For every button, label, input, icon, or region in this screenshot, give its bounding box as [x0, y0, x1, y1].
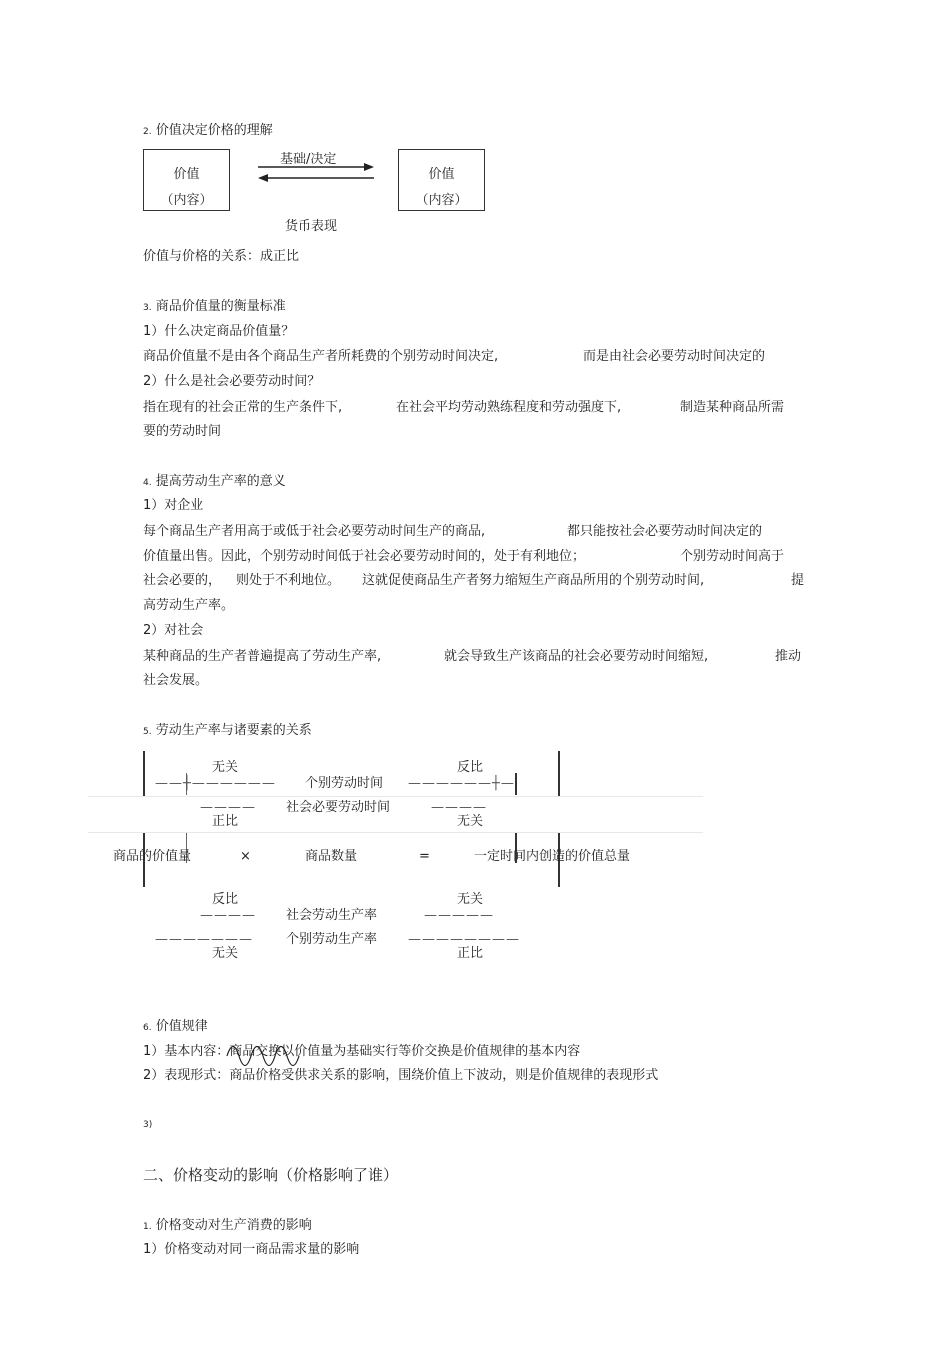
row2-center: 社会必要劳动时间 — [286, 800, 391, 815]
label-mid-left: 正比 — [212, 814, 239, 829]
label-lower-left: 反比 — [212, 892, 239, 907]
section4-sub1 — [143, 499, 203, 512]
row4-right-dash: ———————— — [408, 932, 520, 947]
part2-s1-1 — [143, 1243, 359, 1256]
row4-center: 个别劳动生产率 — [286, 932, 378, 947]
below-label: 货币表现 — [285, 219, 338, 234]
section6-item1 — [143, 1045, 580, 1058]
section3-q1-number: 1） — [143, 324, 165, 339]
section3-a1-part2: 而是由社会必要劳动时间决定的 — [583, 349, 766, 364]
section4-p1-l2a: 价值量出售。因此，个别劳动时间低于社会必要劳动时间的，处于有利地位； — [143, 549, 586, 564]
section2-heading — [143, 124, 273, 137]
section4-number: 4. — [143, 478, 152, 488]
equation-value-amount: 商品的价值量 — [113, 849, 192, 864]
value-box-right — [398, 149, 485, 211]
section3-a2-part3: 制造某种商品所需 — [680, 400, 785, 415]
diagram-separator-2 — [88, 832, 703, 833]
arrow-label: 基础/决定 — [280, 152, 337, 167]
section6-item1-text: 基本内容：商品交换以价值量为基础实行等价交换是价值规律的基本内容 — [164, 1044, 581, 1059]
diagram-bar-right-top — [558, 751, 560, 796]
row1-center: 个别劳动时间 — [305, 776, 384, 791]
section6-item2-text: 表现形式：商品价格受供求关系的影响，围绕价值上下波动，则是价值规律的表现形式 — [164, 1068, 659, 1083]
section4-sub1-number: 1） — [143, 498, 165, 513]
value-box-right-line2: （内容） — [415, 193, 468, 208]
section6-item2 — [143, 1069, 658, 1082]
label-bottom-right: 正比 — [457, 946, 484, 961]
section6-heading — [143, 1020, 208, 1033]
section4-p1-l1b: 都只能按社会必要劳动时间决定的 — [567, 524, 763, 539]
section5-heading — [143, 724, 312, 737]
section3-a2-part2: 在社会平均劳动熟练程度和劳动强度下, — [396, 400, 622, 415]
section6-item2-number: 2） — [143, 1068, 165, 1083]
label-lower-right: 无关 — [457, 892, 484, 907]
section4-p2-l1b: 就会导致生产该商品的社会必要劳动时间缩短, — [444, 649, 709, 664]
section4-title: 提高劳动生产率的意义 — [155, 474, 286, 489]
value-box-right-line1: 价值 — [428, 167, 455, 182]
equation-equals: = — [419, 849, 430, 864]
section5-title: 劳动生产率与诸要素的关系 — [155, 723, 312, 738]
section4-p1-l3d: 提 — [791, 573, 805, 588]
section4-p2-l1c: 推动 — [775, 649, 802, 664]
row2-right-dash: ———— — [431, 800, 487, 815]
section4-sub2 — [143, 624, 203, 637]
diagram-separator-1 — [88, 796, 703, 797]
section6-item1-number: 1） — [143, 1044, 165, 1059]
section4-p1-l2b: 个别劳动时间高于 — [680, 549, 785, 564]
row4-left-dash: ——————— — [155, 932, 253, 947]
diagram-bar-left-top — [143, 751, 145, 796]
row3-center: 社会劳动生产率 — [286, 908, 378, 923]
part2-heading: 二、价格变动的影响（价格影响了谁） — [143, 1166, 399, 1184]
label-mid-right: 无关 — [457, 814, 484, 829]
label-top-right: 反比 — [457, 760, 484, 775]
section4-p1-l3c: 这就促使商品生产者努力缩短生产商品所用的个别劳动时间, — [362, 573, 705, 588]
label-top-left: 无关 — [212, 760, 239, 775]
section3-q1-text: 什么决定商品价值量？ — [164, 324, 295, 339]
section5-number: 5. — [143, 727, 152, 737]
section3-q2-number: 2） — [143, 374, 165, 389]
section3-a2-line2: 要的劳动时间 — [143, 424, 222, 439]
row3-left-dash: ———— — [200, 908, 256, 923]
value-box-left — [143, 149, 230, 211]
section4-sub1-text: 对企业 — [164, 498, 204, 513]
section6-item3-number: 3) — [143, 1120, 153, 1130]
section4-p1-l3a: 社会必要的， — [143, 573, 222, 588]
part2-s1-1-number: 1） — [143, 1242, 165, 1257]
value-box-left-line1: 价值 — [173, 167, 200, 182]
row3-right-dash: ————— — [424, 908, 494, 923]
section3-q2 — [143, 375, 320, 388]
part2-s1-1-text: 价格变动对同一商品需求量的影响 — [164, 1242, 360, 1257]
label-bottom-left: 无关 — [212, 946, 239, 961]
section3-heading — [143, 300, 286, 313]
section2-title: 价值决定价格的理解 — [155, 123, 273, 138]
section3-a2-part1: 指在现有的社会正常的生产条件下, — [143, 400, 343, 415]
section3-a1-part1: 商品价值量不是由各个商品生产者所耗费的个别劳动时间决定, — [143, 349, 499, 364]
row1-right-dash: ——————┼— — [408, 776, 515, 791]
section2-number: 2. — [143, 127, 152, 137]
equation-total-value: 一定时间内创造的价值总量 — [474, 849, 631, 864]
section4-sub2-number: 2） — [143, 623, 165, 638]
arrow-right-head — [364, 163, 374, 171]
row1-left-dash: ——┼—————— — [155, 776, 276, 791]
double-arrow — [256, 162, 376, 182]
section3-number: 3. — [143, 303, 152, 313]
section4-p2-l1a: 某种商品的生产者普遍提高了劳动生产率, — [143, 649, 382, 664]
section4-p1-l4: 高劳动生产率。 — [143, 598, 235, 613]
arrow-left-head — [258, 174, 268, 182]
part2-s1-title: 价格变动对生产消费的影响 — [155, 1218, 312, 1233]
section4-heading — [143, 475, 286, 488]
equation-times: × — [240, 849, 251, 864]
value-price-relation: 价值与价格的关系：成正比 — [143, 249, 300, 264]
section6-title: 价值规律 — [155, 1019, 208, 1034]
section4-p1-l1a: 每个商品生产者用高于或低于社会必要劳动时间生产的商品, — [143, 524, 486, 539]
part2-s1-number: 1. — [143, 1222, 152, 1232]
value-box-left-line2: （内容） — [160, 193, 213, 208]
section3-title: 商品价值量的衡量标准 — [155, 299, 286, 314]
diagram-tick-right — [515, 773, 517, 795]
section4-sub2-text: 对社会 — [164, 623, 204, 638]
section3-q2-text: 什么是社会必要劳动时间？ — [164, 374, 321, 389]
section3-q1 — [143, 325, 294, 338]
row2-left-dash: ———— — [200, 800, 256, 815]
equation-quantity: 商品数量 — [305, 849, 358, 864]
section4-p2-l2: 社会发展。 — [143, 673, 209, 688]
part2-s1-heading — [143, 1219, 312, 1232]
section6-number: 6. — [143, 1023, 152, 1033]
section4-p1-l3b: 则处于不利地位。 — [236, 573, 341, 588]
